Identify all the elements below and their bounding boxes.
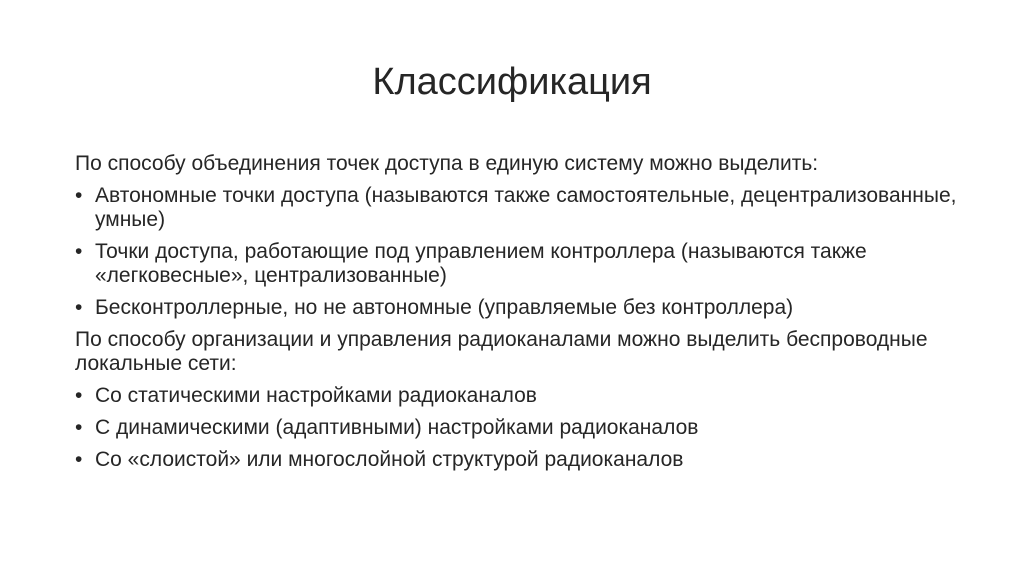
slide-content <box>75 152 975 480</box>
bullet-item-layered-structure <box>75 448 975 472</box>
bullet-text: Со «слоистой» или многослойной структурой радиоканалов <box>95 448 684 471</box>
bullet-item-dynamic-settings <box>75 416 975 440</box>
bullet-icon: • <box>75 296 83 319</box>
bullet-icon: • <box>75 448 83 471</box>
paragraph-access-point-grouping: По способу объединения точек доступа в единую систему можно выделить: <box>75 152 819 175</box>
bullet-text: Автономные точки доступа (называются также самостоятельные, децентрализованные, умные) <box>95 184 957 231</box>
bullet-text: Со статическими настройками радиоканалов <box>95 384 537 407</box>
bullet-text: С динамическими (адаптивными) настройками радиоканалов <box>95 416 699 439</box>
bullet-item-controller-managed <box>75 240 975 288</box>
bullet-icon: • <box>75 384 83 407</box>
slide-title: Классификация <box>372 61 652 103</box>
bullet-text: Точки доступа, работающие под управлением контроллера (называются также «легковесные», централизованные) <box>95 240 867 287</box>
bullet-icon: • <box>75 184 83 207</box>
bullet-text: Бесконтроллерные, но не автономные (управляемые без контроллера) <box>95 296 794 319</box>
bullet-item-static-settings <box>75 384 975 408</box>
paragraph-radio-channel-management: По способу организации и управления радиоканалами можно выделить беспроводные локальные сети: <box>75 328 928 375</box>
bullet-icon: • <box>75 416 83 439</box>
bullet-icon: • <box>75 240 83 263</box>
bullet-item-controllerless <box>75 296 975 320</box>
bullet-item-autonomous <box>75 184 975 232</box>
